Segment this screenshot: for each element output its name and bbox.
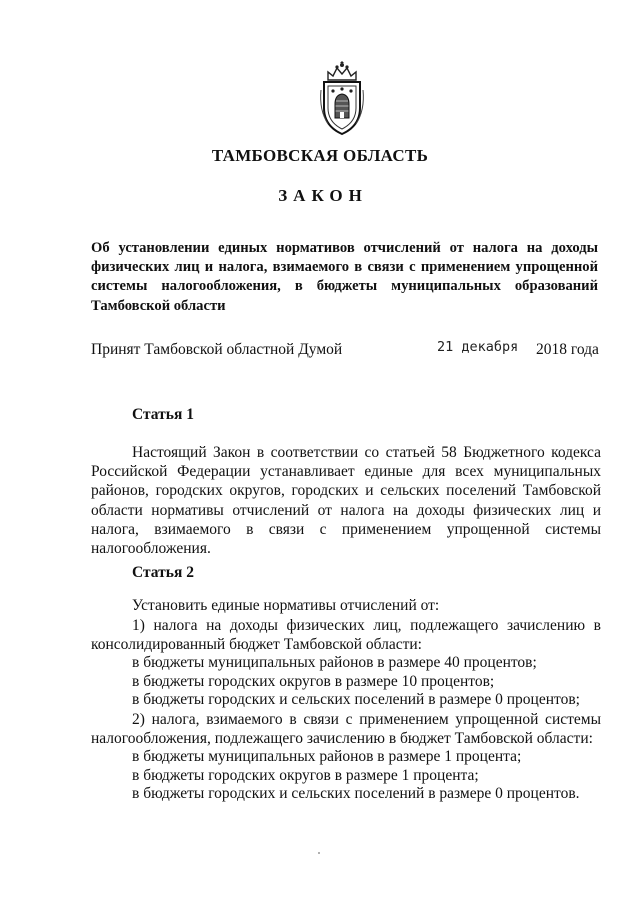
- list-item: в бюджеты муниципальных районов в размере 40 процентов;: [132, 654, 537, 671]
- tambov-coat-of-arms-icon: [316, 60, 368, 138]
- article1-text: Настоящий Закон в соответствии со статьей 58 Бюджетного кодекса Российской Федерации устанавливает единые для всех муниципальных районов, городских округов, городских и сельских поселений Тамбовской области нормативы отчислений от налога на доходы физических лиц и налога, взимаемого в связи с применением упрощенной системы налогообложения.: [91, 444, 601, 558]
- law-title: Об установлении единых нормативов отчислений от налога на доходы физических лиц и налога, взимаемого в связи с применением упрощенной системы налогообложения, в бюджеты муниципальных образований Тамбовской области: [91, 240, 598, 314]
- article2-intro: Установить единые нормативы отчислений от:: [132, 597, 440, 614]
- list-item: в бюджеты городских округов в размере 10 процентов;: [132, 672, 495, 690]
- article2-heading: Статья 2: [132, 564, 194, 581]
- article1-heading: Статья 1: [132, 406, 194, 423]
- region-title: ТАМБОВСКАЯ ОБЛАСТЬ: [211, 146, 429, 165]
- list-item: в бюджеты городских округов в размере 1 процента;: [132, 766, 479, 784]
- list-item: в бюджеты муниципальных районов в размере 1 процента;: [132, 748, 522, 766]
- scan-speck: [318, 852, 320, 854]
- document-type: ЗАКОН: [278, 186, 368, 205]
- adoption-year: 2018 года: [536, 341, 599, 358]
- article2-item1: 1) налога на доходы физических лиц, подлежащего зачислению в консолидированный бюджет Тамбовской области:: [91, 616, 601, 653]
- adoption-text: Принят Тамбовской областной Думой: [91, 341, 343, 358]
- list-item: в бюджеты городских и сельских поселений в размере 0 процентов.: [132, 785, 580, 803]
- adoption-date: 21 декабря: [437, 339, 519, 355]
- article2-body: [91, 597, 601, 804]
- article2-item2: 2) налога, взимаемого в связи с применением упрощенной системы налогообложения, подлежащего зачислению в бюджет Тамбовской области:: [91, 710, 601, 747]
- list-item: в бюджеты городских и сельских поселений в размере 0 процентов;: [132, 691, 580, 709]
